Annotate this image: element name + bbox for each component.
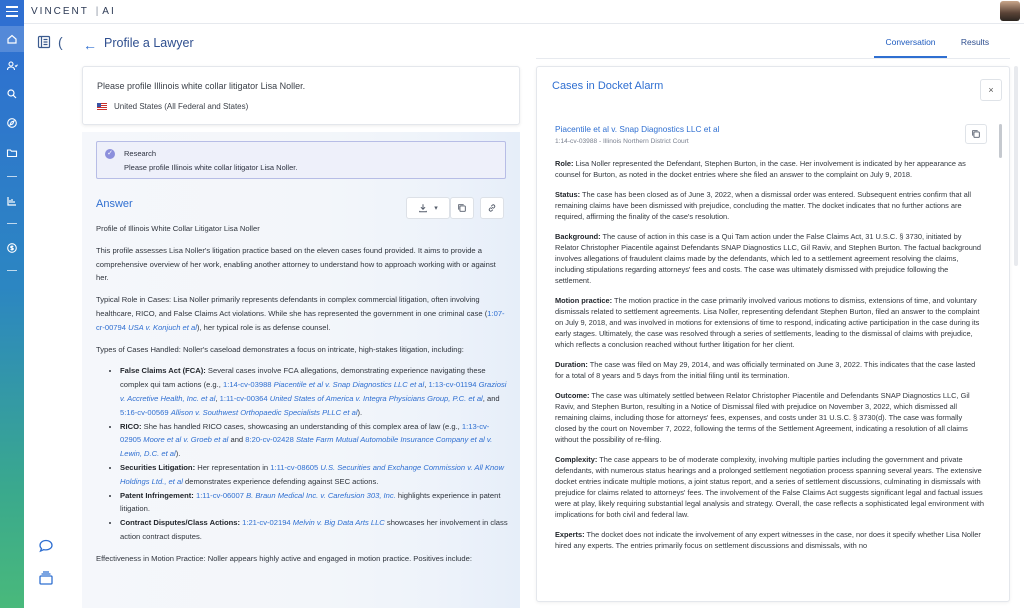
research-text: Please profile Illinois white collar litigator Lisa Noller. [124,163,298,172]
copy-case-button[interactable] [965,124,987,144]
case-summary [555,158,985,560]
panel-scrollbar[interactable] [999,124,1002,158]
us-flag-icon [97,103,107,110]
research-step[interactable] [96,141,506,179]
link-button[interactable] [480,197,504,219]
case-link[interactable]: 8:20-cv-02428 State Farm Mutual Automobile Insurance Company et al v. Lewin, D.C. et al [120,435,493,459]
case-link[interactable]: 5:16-cv-00569 Allison v. Southwest Orthopaedic Specialists PLLC et al [120,407,358,417]
case-type-list [120,364,508,543]
page-scrollbar[interactable] [1014,66,1018,266]
case-title-link[interactable]: Piacentile et al v. Snap Diagnostics LLC et al [555,124,720,134]
view-tabs [874,37,1003,58]
dollar-icon[interactable] [6,242,18,254]
copy-icon [971,129,981,139]
summary-section: Motion practice: The motion practice in the case primarily involved various motions to dismiss, extensions of time, and voluntary dismissals related to settlement agreements. Lisa Noller, representing defendant Stephen Burton, filed an answer to the complaint on July 9, 2018, and was involved in motions for extensions of time to respond, indicating active participation in the case during its early stages. Ultimately, the case was resolved through a series of settlements, leading to the dismissal of claims with prejudice, which reflects a conclusion reached without further litigation for her client. [555,295,980,350]
menu-icon[interactable] [0,0,24,24]
query-card [82,66,520,125]
side-nav [0,24,24,608]
tab-conversation[interactable]: Conversation [874,37,947,58]
answer-body [96,222,508,574]
home-icon[interactable] [0,26,24,52]
summary-section: Status: The case has been closed as of June 3, 2022, when a dismissal order was entered. Subsequent entries confirm that all remaining claims have been dismissed with prejudice, concluding the matter. The docket indicates that no further actions are required, affirming the finality of the case's resolution. [555,189,972,221]
docket-number: 1:14-cv-03988 - Illinois Northern District Court [555,138,689,145]
copy-icon [457,203,467,213]
research-label: Research [124,149,157,158]
case-link[interactable]: 1:14-cv-03988 Piacentile et al v. Snap Diagnostics LLC et al [222,380,425,390]
check-icon: ✓ [105,149,115,159]
answer-paragraph: Effectiveness in Motion Practice: Noller appears highly active and engaged in motion practice. Positives include: [96,553,472,563]
tab-results[interactable]: Results [960,37,990,47]
summary-section: Experts: The docket does not indicate the involvement of any expert witnesses in the case, nor does it specify whether Lisa Noller hired any experts. The entries primarily focus on settlement discussions and dismissals, with no [555,529,981,550]
conversation-rail [24,24,82,608]
link-icon [487,203,497,213]
list-item: • Securities Litigation: Her representation in 1:11-cv-08605 U.S. Securities and Exchange Commission v. All Know Holdings Ltd., et al demonstrates experience defending against SEC actions. [120,461,508,489]
close-button[interactable] [980,79,1002,101]
answer-paragraph: Types of Cases Handled: Noller's caseload demonstrates a focus on intricate, high-stakes litigation, including: [96,344,464,354]
docket-panel [536,66,1010,602]
nav-divider [7,176,17,177]
case-link[interactable]: 1:07-cr-00794 USA v. Konjuch et al [96,308,505,332]
case-link[interactable]: 1:11-cv-06007 B. Braun Medical Inc. v. Carefusion 303, Inc. [195,490,396,500]
list-item: • RICO: She has handled RICO cases, showcasing an understanding of this complex area of law (e.g., 1:13-cv-02905 Moore et al v. Groeb et al and 8:20-cv-02428 State Farm Mutual Automobile Insurance Company et al v. Lewin, D.C. et al). [120,420,508,461]
nav-divider [7,223,17,224]
tab-divider [536,58,1010,59]
panel-title: Cases in Docket Alarm [552,80,664,92]
close-icon: × [988,85,994,95]
query-text: Please profile Illinois white collar litigator Lisa Noller. [97,81,306,91]
download-button[interactable] [406,197,450,219]
case-link[interactable]: 1:21-cv-02194 Melvin v. Big Data Arts LLC [242,518,385,528]
case-link[interactable]: 1:13-cv-02905 Moore et al v. Groeb et al [120,421,490,445]
answer-heading: Answer [96,198,133,210]
collapse-handle[interactable]: ( [58,34,63,50]
tray-icon[interactable] [38,570,54,586]
summary-section: Background: The cause of action in this case is a Qui Tam action under the False Claims Act, 31 U.S.C. § 3730, initiated by Relator Christopher Piacentile against Defendants SNAP Diagnostics LLC, Gil Raviv, and Stephen Burton. The factual background involves allegations of fraudulent claims made by the defendants, which led to a settlement agreement resolving the claims, including stipulations regarding attorneys' fees and costs. The case was ultimately dismissed with prejudice following the settlement. [555,231,982,286]
copy-button[interactable] [450,197,474,219]
users-icon[interactable] [6,60,18,72]
summary-section: Role: Lisa Noller represented the Defendant, Stephen Burton, in the case. Her involvement is indicated by her appearance as counsel for Burton, as noted in the docket entries where she filed an answer to the complaint on July 9, 2018. [555,159,966,180]
answer-panel [82,132,520,608]
case-link[interactable]: 1:11-cv-00364 United States of America v. Integra Physicians Group, P.C. et al [219,393,483,403]
summary-section: Duration: The case was filed on May 29, 2014, and was officially terminated on June 3, 2022. This indicates that the case lasted for a total of 8 years and 5 days from the initial filing until its termination. [555,359,976,380]
avatar[interactable] [1000,1,1020,21]
book-icon[interactable] [37,35,51,49]
nav-divider [7,270,17,271]
answer-paragraph: Typical Role in Cases: Lisa Noller primarily represents defendants in complex commercial litigation, often involving healthcare, RICO, and False Claims Act violations. While she has represented the government in one criminal case (1:07-cr-00794 USA v. Konjuch et al), her typical role is as defense counsel. [96,295,505,332]
brand-logo[interactable]: VINCENT | AI [31,6,116,17]
summary-section: Outcome: The case was ultimately settled between Relator Christopher Piacentile and Defendants SNAP Diagnostics LLC, Gil Raviv, and Stephen Burton, resulting in a Notice of Dismissal filed with prejudice on November 3, 2022, which dismissed all remaining claims, including those for attorneys' fees, expenses, and costs under 31 U.S.C. § 3730(d). The case was formally closed by the court on November 7, 2022, following the terms of the Settlement Agreement, indicating a resolution of all claims without the possibility of re-filing. [555,390,970,444]
chevron-down-icon: ▾ [434,205,438,212]
answer-paragraph: Profile of Illinois White Collar Litigator Lisa Noller [96,224,260,233]
case-link[interactable]: 1:13-cv-01194 Graziosi v. Accretive Health, Inc. et al [120,380,507,403]
download-icon [418,203,428,213]
top-bar [0,0,1024,24]
back-arrow-icon[interactable]: ← [83,37,97,53]
answer-paragraph: This profile assesses Lisa Noller's litigation practice based on the eleven cases found provided. It aims to provide a comprehensive overview of her work, enabling another attorney to understand how to approach working with or against her. [96,245,496,283]
list-item: • Patent Infringement: 1:11-cv-06007 B. Braun Medical Inc. v. Carefusion 303, Inc. highlights experience in patent litigation. [120,489,508,517]
list-item: • Contract Disputes/Class Actions: 1:21-cv-02194 Melvin v. Big Data Arts LLC showcases her involvement in class action contract disputes. [120,516,508,544]
list-item: • False Claims Act (FCA): Several cases involve FCA allegations, demonstrating experience navigating these complex qui tam actions (e.g., 1:14-cv-03988 Piacentile et al v. Snap Diagnostics LLC et al, 1:13-cv-01194 Graziosi v. Accretive Health, Inc. et al, 1:11-cv-00364 United States of America v. Integra Physicians Group, P.C. et al, and 5:16-cv-00569 Allison v. Southwest Orthopaedic Specialists PLLC et al). [120,364,508,419]
summary-section: Complexity: The case appears to be of moderate complexity, involving multiple parties including the government and private defendants, with numerous status hearings and a prolonged settlement negotiation process spanning several years. The extensive docket entries indicate multiple motions, a joint status report, and a series of settlement discussions, culminating in dismissals with prejudice for claims related to attorneys' fees. The involvement of the False Claims Act suggests significant legal and factual issues were at play, likely requiring substantial legal analysis and strategy. Overall, the case reflects a sophisticated legal environment with implications for both civil and federal law. [555,454,985,520]
folder-icon[interactable] [6,147,18,159]
page-title: Profile a Lawyer [104,36,194,50]
jurisdiction-label: United States (All Federal and States) [114,102,249,111]
compass-icon[interactable] [6,117,18,129]
search-icon[interactable] [6,88,18,100]
case-link[interactable]: 1:11-cv-08605 U.S. Securities and Exchange Commission v. All Know Holdings Ltd., et al [120,462,504,486]
chat-icon[interactable] [38,538,54,554]
chart-icon[interactable] [6,195,18,207]
